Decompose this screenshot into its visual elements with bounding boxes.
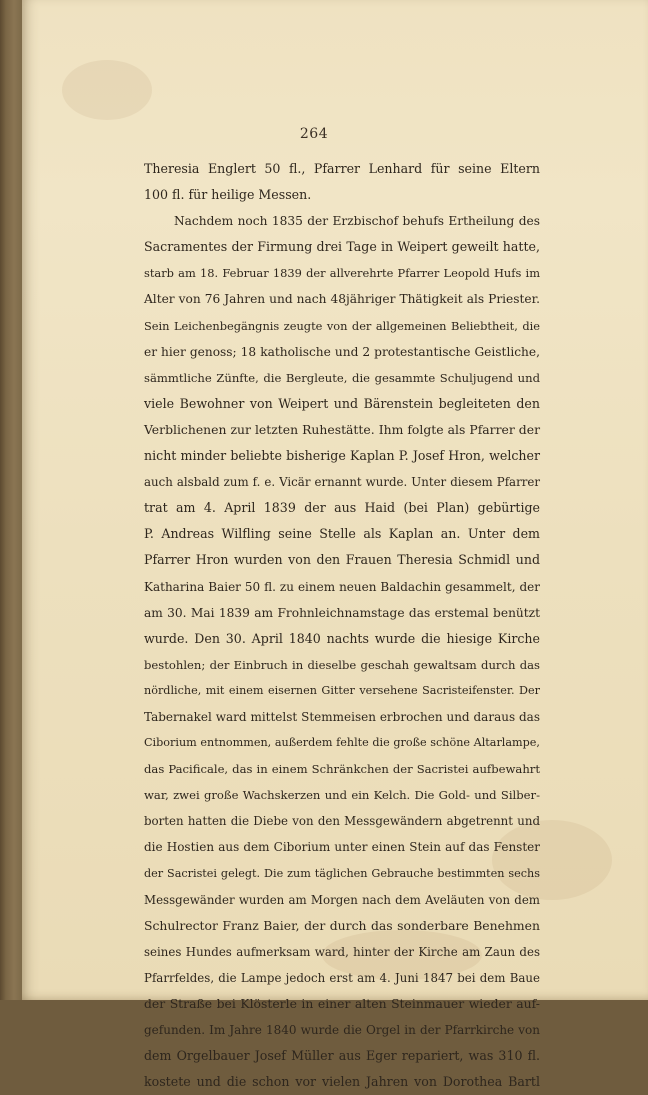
text-line: Schulrector Franz Baier, der durch das sonderbare Benehmen bbox=[144, 917, 540, 933]
text-line: sämmtliche Zünfte, die Bergleute, die gesammte Schuljugend und bbox=[144, 370, 540, 385]
text-line: dem Orgelbauer Josef Müller aus Eger repariert, was 310 fl. bbox=[144, 1048, 540, 1064]
text-line: am 30. Mai 1839 am Frohnleichnamstage das erstemal benützt bbox=[144, 605, 540, 620]
text-line: Theresia Englert 50 fl., Pfarrer Lenhard für seine Eltern bbox=[144, 161, 540, 176]
text-line: Sacramentes der Firmung drei Tage in Weipert geweilt hatte, bbox=[144, 239, 540, 255]
body-text bbox=[144, 156, 540, 1095]
text-line: Katharina Baier 50 fl. zu einem neuen Baldachin gesammelt, der bbox=[144, 579, 540, 594]
text-line: kostete und die schon vor vielen Jahren von Dorothea Bartl bbox=[144, 1074, 540, 1090]
text-line: nicht minder beliebte bisherige Kaplan P. Josef Hron, welcher bbox=[144, 448, 540, 464]
text-line: war, zwei große Wachskerzen und ein Kelch. Die Gold- und Silber- bbox=[144, 788, 540, 803]
text-line: trat am 4. April 1839 der aus Haid (bei Plan) gebürtige bbox=[144, 500, 540, 516]
text-line: seines Hundes aufmerksam ward, hinter der Kirche am Zaun des bbox=[144, 944, 540, 959]
text-line: der Straße bei Klösterle in einer alten Steinmauer wieder auf- bbox=[144, 996, 540, 1011]
text-line: der Sacristei gelegt. Die zum täglichen Gebrauche bestimmten sechs bbox=[144, 866, 540, 880]
text-line: gefunden. Im Jahre 1840 wurde die Orgel in der Pfarrkirche von bbox=[144, 1023, 540, 1038]
text-line: nördliche, mit einem eisernen Gitter versehene Sacristeifenster. Der bbox=[144, 683, 540, 697]
text-line: bestohlen; der Einbruch in dieselbe geschah gewaltsam durch das bbox=[144, 657, 540, 672]
text-line: die Hostien aus dem Ciborium unter einen Stein auf das Fenster bbox=[144, 840, 540, 855]
text-line: Ciborium entnommen, außerdem fehlte die große schöne Altarlampe, bbox=[144, 736, 540, 750]
paper-stain bbox=[62, 60, 152, 120]
text-line: auch alsbald zum f. e. Vicär ernannt wurde. Unter diesem Pfarrer bbox=[144, 475, 540, 490]
text-line: Tabernakel ward mittelst Stemmeisen erbrochen und daraus das bbox=[144, 709, 540, 724]
text-line: Verblichenen zur letzten Ruhestätte. Ihm folgte als Pfarrer der bbox=[144, 421, 540, 437]
text-line: viele Bewohner von Weipert und Bärenstein begleiteten den bbox=[144, 395, 540, 411]
text-line: Sein Leichenbegängnis zeugte von der allgemeinen Beliebtheit, die bbox=[144, 318, 540, 333]
text-line: Nachdem noch 1835 der Erzbischof behufs Ertheilung des bbox=[174, 214, 540, 229]
text-line: Pfarrer Hron wurden von den Frauen Theresia Schmidl und bbox=[144, 552, 540, 568]
text-line: 100 fl. für heilige Messen. bbox=[144, 187, 312, 203]
text-line: Messgewänder wurden am Morgen nach dem Aveläuten von dem bbox=[144, 892, 540, 907]
text-line: borten hatten die Diebe von den Messgewändern abgetrennt und bbox=[144, 814, 540, 829]
text-line: er hier genoss; 18 katholische und 2 protestantische Geistliche, bbox=[144, 344, 540, 359]
text-line: das Pacificale, das in einem Schränkchen der Sacristei aufbewahrt bbox=[144, 762, 540, 777]
page-number: 264 bbox=[299, 126, 329, 142]
text-line: Alter von 76 Jahren und nach 48jähriger Thätigkeit als Priester. bbox=[144, 292, 540, 307]
text-line: Pfarrfeldes, die Lampe jedoch erst am 4. Juni 1847 bei dem Baue bbox=[144, 970, 540, 985]
text-line: starb am 18. Februar 1839 der allverehrte Pfarrer Leopold Hufs im bbox=[144, 266, 540, 281]
text-line: wurde. Den 30. April 1840 nachts wurde die hiesige Kirche bbox=[144, 630, 540, 646]
text-line: P. Andreas Wilfling seine Stelle als Kaplan an. Unter dem bbox=[144, 526, 540, 542]
